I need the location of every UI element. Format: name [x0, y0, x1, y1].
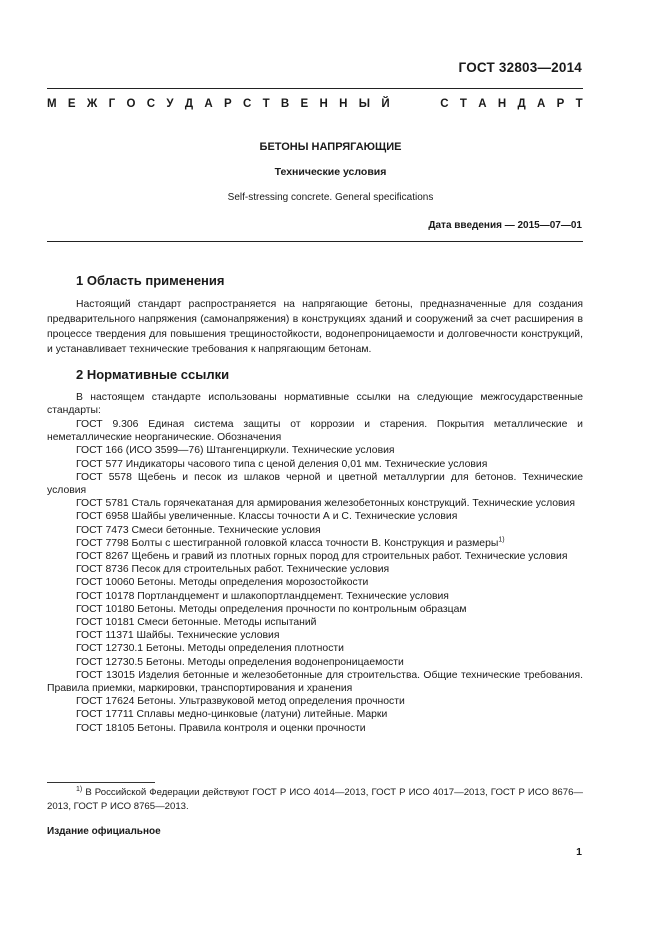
reference-text: ГОСТ 7473 Смеси бетонные. Технические условия — [76, 524, 321, 536]
edition-label: Издание официальное — [47, 826, 161, 837]
banner-letter: Р — [556, 98, 565, 110]
banner-letter: Т — [575, 98, 583, 110]
reference-item — [47, 537, 583, 550]
banner-letter: А — [536, 98, 546, 110]
footnote — [47, 786, 583, 814]
reference-text: ГОСТ 6958 Шайбы увеличенные. Классы точности А и С. Технические условия — [76, 511, 458, 523]
reference-item — [47, 603, 583, 616]
reference-item — [47, 642, 583, 655]
reference-text: ГОСТ 10178 Портландцемент и шлакопортландцемент. Технические условия — [76, 590, 449, 602]
banner-letter: А — [478, 98, 487, 110]
reference-item — [47, 656, 583, 669]
reference-item — [47, 695, 583, 708]
banner-letter: Н — [339, 98, 348, 110]
banner-letter: Ж — [86, 98, 98, 110]
section-2-intro: В настоящем стандарте использованы нормативные ссылки на следующие межгосударственные стандарты: — [47, 392, 583, 417]
reference-text: ГОСТ 166 (ИСО 3599—76) Штангенциркули. Технические условия — [76, 445, 395, 457]
reference-text: ГОСТ 11371 Шайбы. Технические условия — [76, 630, 280, 642]
reference-item — [47, 418, 583, 444]
reference-item — [47, 550, 583, 563]
reference-item — [47, 524, 583, 537]
reference-list — [47, 418, 583, 735]
reference-text: ГОСТ 18105 Бетоны. Правила контроля и оценки прочности — [76, 722, 366, 734]
banner-letter: Ы — [358, 98, 371, 110]
reference-item — [47, 708, 583, 721]
reference-item — [47, 669, 583, 695]
footnote-divider — [47, 782, 155, 783]
banner-letter: Д — [184, 98, 194, 110]
banner-letter: Н — [497, 98, 507, 110]
reference-item — [47, 471, 583, 497]
reference-text: ГОСТ 8736 Песок для строительных работ. Технические условия — [76, 564, 390, 576]
banner-letter: С — [242, 98, 252, 110]
reference-text: ГОСТ 12730.1 Бетоны. Методы определения плотности — [76, 643, 344, 655]
reference-item — [47, 563, 583, 576]
banner-letter: А — [204, 98, 213, 110]
banner-letter: Н — [319, 98, 328, 110]
banner-letter: У — [166, 98, 174, 110]
footnote-text: В Российской Федерации действуют ГОСТ Р ИСО 4014—2013, ГОСТ Р ИСО 4017—2013, ГОСТ Р ИСО 8676—2013, ГОСТ Р ИСО 8765—2013. — [47, 787, 583, 812]
reference-item — [47, 444, 583, 457]
reference-text: ГОСТ 8267 Щебень и гравий из плотных горных пород для строительных работ. Технические условия — [76, 551, 568, 563]
banner-letter: Д — [517, 98, 526, 110]
reference-item — [47, 497, 583, 510]
section-1-text: Настоящий стандарт распространяется на напрягающие бетоны, предназначенные для создания предварительного напряжения (самонапряжения) в конструкциях зданий и сооружений за счет расширения в процессе твердения для повышения трещиностойкости, водонепроницаемости и долговечности конструкций, и устанавливает технические требования к напрягающим бетонам. — [47, 299, 583, 355]
document-title: БЕТОНЫ НАПРЯГАЮЩИЕ — [259, 141, 402, 153]
banner-gap — [401, 98, 429, 110]
banner-letter: Е — [300, 98, 309, 110]
banner-letter: Т — [459, 98, 467, 110]
reference-item — [47, 722, 583, 735]
banner-letter: Р — [223, 98, 232, 110]
banner-letter: О — [126, 98, 136, 110]
reference-text: ГОСТ 17624 Бетоны. Ультразвуковой метод определения прочности — [76, 696, 405, 708]
reference-item — [47, 576, 583, 589]
reference-item — [47, 590, 583, 603]
reference-text: ГОСТ 577 Индикаторы часового типа с ценой деления 0,01 мм. Технические условия — [76, 458, 488, 470]
reference-item — [47, 629, 583, 642]
reference-text: ГОСТ 7798 Болты с шестигранной головкой класса точности В. Конструкция и размеры — [76, 537, 499, 549]
reference-text: ГОСТ 10180 Бетоны. Методы определения прочности по контрольным образцам — [76, 603, 467, 615]
reference-text: ГОСТ 5578 Щебень и песок из шлаков черной и цветной металлургии для бетонов. Технические условия — [47, 471, 583, 497]
header-divider — [47, 88, 583, 89]
section-2-heading: 2 Нормативные ссылки — [76, 367, 230, 382]
footnote-marker: 1) — [76, 785, 83, 793]
standard-banner — [47, 98, 583, 110]
banner-letter: Е — [67, 98, 76, 110]
banner-letter: В — [280, 98, 290, 110]
banner-letter: С — [440, 98, 449, 110]
banner-letter: М — [47, 98, 57, 110]
banner-letter: Т — [262, 98, 270, 110]
banner-letter: С — [146, 98, 156, 110]
reference-text: ГОСТ 10181 Смеси бетонные. Методы испытаний — [76, 617, 317, 629]
reference-item — [47, 510, 583, 523]
reference-item — [47, 458, 583, 471]
section-1-heading: 1 Область применения — [76, 273, 225, 288]
date-divider — [47, 241, 583, 242]
reference-text: ГОСТ 12730.5 Бетоны. Методы определения водонепроницаемости — [76, 656, 404, 668]
page-number: 1 — [576, 846, 582, 858]
banner-letter: Й — [381, 98, 390, 110]
reference-text: ГОСТ 10060 Бетоны. Методы определения морозостойкости — [76, 577, 369, 589]
english-title: Self-stressing concrete. General specifications — [227, 192, 434, 203]
gost-number: ГОСТ 32803—2014 — [458, 60, 582, 75]
reference-text: ГОСТ 9.306 Единая система защиты от коррозии и старения. Покрытия металлические и неметаллические неорганические. Обозначения — [47, 419, 583, 444]
introduction-date: Дата введения — 2015—07—01 — [428, 220, 582, 231]
footnote-reference-marker: 1) — [498, 536, 505, 544]
reference-text: ГОСТ 17711 Сплавы медно-цинковые (латуни) литейные. Марки — [76, 709, 388, 721]
banner-letter: Г — [108, 98, 116, 110]
reference-text: ГОСТ 13015 Изделия бетонные и железобетонные для строительства. Общие технические требования. Правила приемки, маркировки, транспортирования и хранения — [47, 669, 583, 695]
document-subtitle: Технические условия — [274, 166, 387, 178]
reference-item — [47, 616, 583, 629]
reference-text: ГОСТ 5781 Сталь горячекатаная для армирования железобетонных конструкций. Технические условия — [76, 498, 575, 510]
